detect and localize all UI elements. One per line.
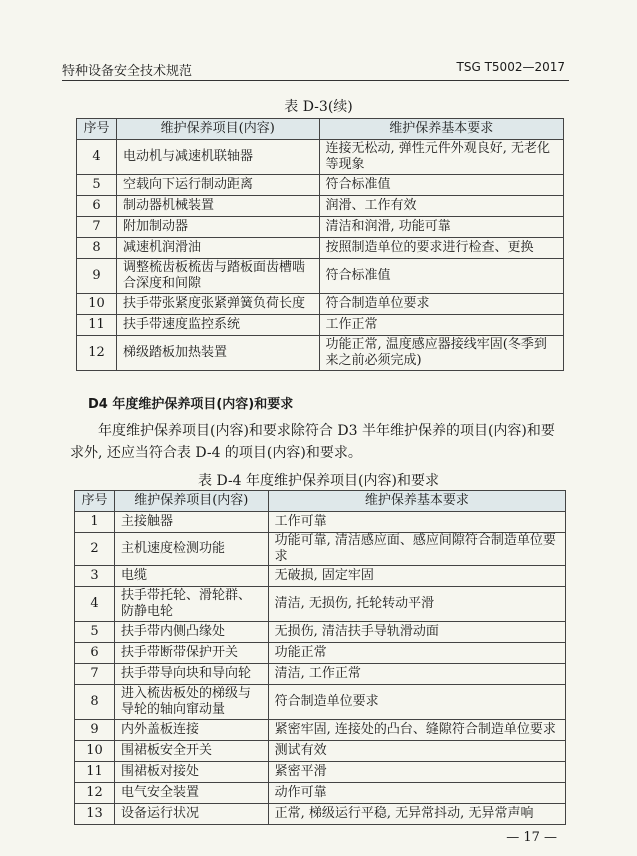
row-requirement: 清洁和润滑, 功能可靠 bbox=[319, 217, 563, 238]
row-index: 10 bbox=[77, 294, 117, 315]
row-index: 9 bbox=[77, 259, 117, 294]
row-requirement: 符合制造单位要求 bbox=[319, 294, 563, 315]
row-item: 主接触器 bbox=[114, 512, 268, 533]
col-header-requirement: 维护保养基本要求 bbox=[268, 491, 565, 512]
row-item: 围裙板安全开关 bbox=[114, 741, 268, 762]
row-requirement: 功能正常 bbox=[268, 643, 565, 664]
row-item: 扶手带内侧凸缘处 bbox=[114, 622, 268, 643]
table-row bbox=[77, 217, 564, 238]
row-index: 8 bbox=[75, 685, 115, 720]
table-d4 bbox=[74, 490, 566, 825]
row-item: 内外盖板连接 bbox=[114, 720, 268, 741]
row-requirement: 测试有效 bbox=[268, 741, 565, 762]
row-index: 10 bbox=[75, 741, 115, 762]
row-requirement: 正常, 梯级运行平稳, 无异常抖动, 无异常声响 bbox=[268, 804, 565, 825]
row-index: 13 bbox=[75, 804, 115, 825]
table-row bbox=[75, 720, 566, 741]
table-row bbox=[75, 622, 566, 643]
row-requirement: 无损伤, 清洁扶手导轨滑动面 bbox=[268, 622, 565, 643]
table-row bbox=[75, 512, 566, 533]
body-paragraph: 年度维护保养项目(内容)和要求除符合 D3 半年维护保养的项目(内容)和要求外, 还应当符合表 D-4 的项目(内容)和要求。 bbox=[70, 423, 555, 461]
header-divider bbox=[62, 80, 569, 81]
row-item: 扶手带断带保护开关 bbox=[114, 643, 268, 664]
row-item: 扶手带导向块和导向轮 bbox=[114, 664, 268, 685]
table-row bbox=[75, 762, 566, 783]
row-requirement: 工作可靠 bbox=[268, 512, 565, 533]
table-d4-caption: 表 D-4 年度维护保养项目(内容)和要求 bbox=[198, 473, 439, 489]
table-row bbox=[75, 804, 566, 825]
table-row bbox=[75, 643, 566, 664]
table-row bbox=[77, 315, 564, 336]
row-requirement: 功能可靠, 清洁感应面、感应间隙符合制造单位要求 bbox=[268, 533, 565, 566]
row-requirement: 紧密牢固, 连接处的凸台、缝隙符合制造单位要求 bbox=[268, 720, 565, 741]
row-index: 12 bbox=[77, 336, 117, 371]
table-d3 bbox=[76, 118, 564, 371]
row-index: 3 bbox=[75, 566, 115, 587]
row-requirement: 工作正常 bbox=[319, 315, 563, 336]
row-requirement: 动作可靠 bbox=[268, 783, 565, 804]
header-code: TSG T5002—2017 bbox=[456, 60, 565, 74]
row-index: 5 bbox=[75, 622, 115, 643]
col-header-index: 序号 bbox=[75, 491, 115, 512]
row-item: 电缆 bbox=[114, 566, 268, 587]
row-item: 围裙板对接处 bbox=[114, 762, 268, 783]
table-row bbox=[75, 566, 566, 587]
row-index: 8 bbox=[77, 238, 117, 259]
row-item: 进入梳齿板处的梯级与导轮的轴向窜动量 bbox=[114, 685, 268, 720]
row-item: 减速机润滑油 bbox=[116, 238, 319, 259]
row-requirement: 符合制造单位要求 bbox=[268, 685, 565, 720]
col-header-item: 维护保养项目(内容) bbox=[116, 119, 319, 140]
row-index: 4 bbox=[75, 587, 115, 622]
table-row bbox=[77, 175, 564, 196]
header-title: 特种设备安全技术规范 bbox=[62, 64, 193, 79]
row-index: 7 bbox=[77, 217, 117, 238]
row-index: 12 bbox=[75, 783, 115, 804]
row-requirement: 按照制造单位的要求进行检查、更换 bbox=[319, 238, 563, 259]
row-index: 9 bbox=[75, 720, 115, 741]
table-row bbox=[75, 533, 566, 566]
table-row bbox=[75, 741, 566, 762]
row-requirement: 紧密平滑 bbox=[268, 762, 565, 783]
table-row bbox=[77, 196, 564, 217]
row-item: 附加制动器 bbox=[116, 217, 319, 238]
row-item: 梯级踏板加热装置 bbox=[116, 336, 319, 371]
row-item: 扶手带速度监控系统 bbox=[116, 315, 319, 336]
row-item: 设备运行状况 bbox=[114, 804, 268, 825]
row-requirement: 功能正常, 温度感应器接线牢固(冬季到来之前必须完成) bbox=[319, 336, 563, 371]
table-row bbox=[75, 664, 566, 685]
table-row bbox=[75, 587, 566, 622]
row-requirement: 符合标准值 bbox=[319, 175, 563, 196]
row-index: 11 bbox=[75, 762, 115, 783]
row-requirement: 清洁, 无损伤, 托轮转动平滑 bbox=[268, 587, 565, 622]
col-header-index: 序号 bbox=[77, 119, 117, 140]
table-row bbox=[77, 294, 564, 315]
row-item: 扶手带张紧度张紧弹簧负荷长度 bbox=[116, 294, 319, 315]
col-header-requirement: 维护保养基本要求 bbox=[319, 119, 563, 140]
row-item: 电气安全装置 bbox=[114, 783, 268, 804]
row-index: 4 bbox=[77, 140, 117, 175]
table-d3-caption: 表 D-3(续) bbox=[284, 99, 353, 115]
table-row bbox=[75, 783, 566, 804]
row-item: 制动器机械装置 bbox=[116, 196, 319, 217]
row-item: 电动机与减速机联轴器 bbox=[116, 140, 319, 175]
table-row bbox=[75, 685, 566, 720]
row-requirement: 清洁, 工作正常 bbox=[268, 664, 565, 685]
row-index: 11 bbox=[77, 315, 117, 336]
row-index: 6 bbox=[77, 196, 117, 217]
row-index: 7 bbox=[75, 664, 115, 685]
page-number: — 17 — bbox=[506, 830, 557, 845]
row-requirement: 润滑、工作有效 bbox=[319, 196, 563, 217]
table-row bbox=[77, 336, 564, 371]
table-row bbox=[77, 238, 564, 259]
table-header-row bbox=[75, 491, 566, 512]
table-row bbox=[77, 140, 564, 175]
table-header-row bbox=[77, 119, 564, 140]
row-requirement: 无破损, 固定牢固 bbox=[268, 566, 565, 587]
row-item: 调整梳齿板梳齿与踏板面齿槽啮合深度和间隙 bbox=[116, 259, 319, 294]
row-index: 2 bbox=[75, 533, 115, 566]
row-item: 主机速度检测功能 bbox=[114, 533, 268, 566]
table-row bbox=[77, 259, 564, 294]
row-item: 空载向下运行制动距离 bbox=[116, 175, 319, 196]
row-item: 扶手带托轮、滑轮群、防静电轮 bbox=[114, 587, 268, 622]
row-index: 5 bbox=[77, 175, 117, 196]
section-heading: D4 年度维护保养项目(内容)和要求 bbox=[88, 397, 294, 412]
row-requirement: 符合标准值 bbox=[319, 259, 563, 294]
row-index: 1 bbox=[75, 512, 115, 533]
col-header-item: 维护保养项目(内容) bbox=[114, 491, 268, 512]
row-requirement: 连接无松动, 弹性元件外观良好, 无老化等现象 bbox=[319, 140, 563, 175]
row-index: 6 bbox=[75, 643, 115, 664]
